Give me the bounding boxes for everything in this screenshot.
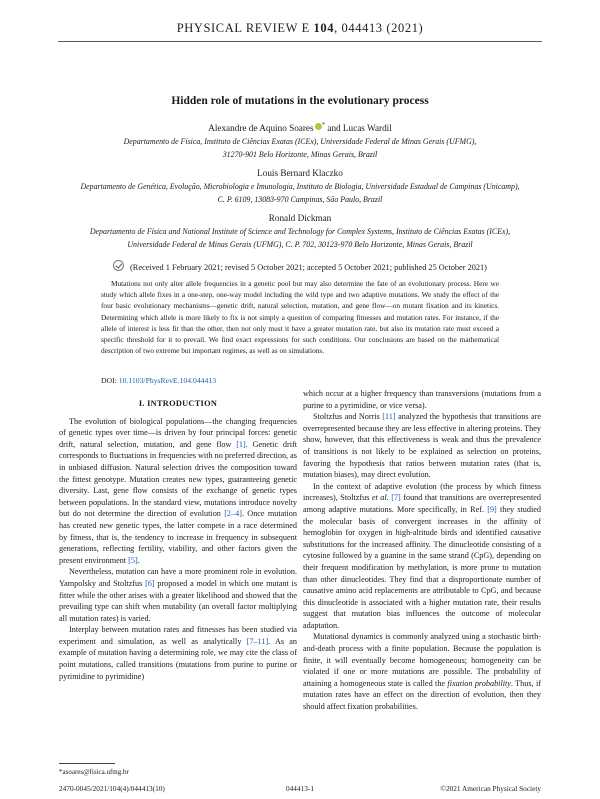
citation-link[interactable]: [5] bbox=[128, 555, 138, 565]
citation-link[interactable]: [1] bbox=[236, 439, 246, 449]
received-dates bbox=[0, 260, 600, 272]
doi-label: DOI: bbox=[101, 376, 119, 385]
section-heading: I. INTRODUCTION bbox=[138, 399, 218, 408]
affiliation-line: C. P. 6109, 13083-970 Campinas, São Paulo, Brazil bbox=[217, 195, 383, 204]
author-block-3 bbox=[20, 213, 580, 251]
co-author-name: and Lucas Wardil bbox=[325, 123, 392, 133]
paragraph: which occur at a higher frequency than transversions (mutations from a purine to a pyrimidine, or vice versa). bbox=[303, 389, 541, 410]
article-number: , 044413 (2021) bbox=[334, 21, 424, 35]
corresponding-author-mark[interactable]: * bbox=[321, 121, 326, 129]
citation-link[interactable]: [6] bbox=[145, 578, 155, 588]
author-name: Ronald Dickman bbox=[268, 213, 332, 223]
copyright: ©2021 American Physical Society bbox=[440, 784, 541, 793]
paragraph: Interplay between mutation rates and fitnesses has been studied via experiment and simulation, as well as analytically [7–11]. As an example of mutation having a determining role, we may cite the class of point mutations, called transitions (mutations from purine to purine or pyrimidine to pyrimidine) bbox=[59, 625, 298, 681]
author-block-1 bbox=[20, 121, 580, 161]
header-rule bbox=[58, 41, 542, 42]
doi-link[interactable]: 10.1103/PhysRevE.104.044413 bbox=[118, 376, 217, 385]
affiliation-line: Universidade Federal de Minas Gerais (UFMG), C. P. 702, 30123-970 Belo Horizonte, Minas Gerais, Brazil bbox=[127, 240, 473, 249]
affiliation-line: Departamento de Física, Instituto de Ciências Exatas (ICEx), Universidade Federal de Minas Gerais (UFMG), bbox=[123, 137, 477, 146]
paper-title: Hidden role of mutations in the evolutionary process bbox=[171, 95, 429, 107]
journal-volume: 104 bbox=[313, 21, 335, 35]
footer-issn: 2470-0045/2021/104(4)/044413(10) bbox=[59, 784, 165, 793]
affiliation-2 bbox=[20, 180, 580, 206]
affiliation-line: Departamento de Física and National Institute of Science and Technology for Complex Systems, Instituto de Ciências Exatas (ICEx), bbox=[89, 227, 511, 236]
received-text: (Received 1 February 2021; revised 5 October 2021; accepted 5 October 2021; published 25 October 2021) bbox=[130, 263, 487, 272]
journal-header bbox=[0, 21, 600, 37]
check-for-updates-icon[interactable] bbox=[113, 260, 124, 271]
affiliation-line: Departamento de Genética, Evolução, Microbiologia e Imunologia, Instituto de Biologia, Universidade Estadual de Campinas (Unicamp), bbox=[80, 182, 520, 191]
journal-name: PHYSICAL REVIEW E bbox=[176, 21, 310, 35]
paragraph: Mutational dynamics is commonly analyzed using a stochastic birth-and-death process with a finite population. Because the population is finite, it will eventually become homogeneous; homogeneity can be violated if one or more mutations are possible. The probability of attaining a homogeneous state is called the fixation probability. Thus, if mutation rates have an effect on the direction of evolution, then they should affect fixation probabilities. bbox=[303, 632, 541, 712]
affiliation-3 bbox=[20, 225, 580, 251]
citation-link[interactable]: [7–11] bbox=[246, 636, 269, 646]
authors-line-1 bbox=[20, 121, 580, 133]
author-block-2 bbox=[20, 168, 580, 206]
abstract: Mutations not only alter allele frequencies in a genetic pool but may also determine the fate of an evolutionary process. Here we study which allele fixes in a one-step, one-way model including the wild type and two adaptive mutations. We study the effect of the four basic evolutionary mechanisms—genetic drift, natural selection, mutation, and gene flow—on mutant fixation and its kinetics. Determining which allele is more likely to fix is not simply a question of comparing fitnesses and mutation rates. For instance, if the allele of interest is less fit than the other, then not only must it have a greater mutation rate, but also its mutation rate must exceed a specific threshold for it to prevail. We find exact expressions for such conditions. Our conclusions are based on the mathematical description of two extreme but important regimes, as well as on simulations. bbox=[101, 279, 499, 356]
footnote-email[interactable]: *asoares@fisica.ufmg.br bbox=[59, 768, 129, 776]
citation-link[interactable]: [2–4] bbox=[224, 509, 242, 519]
orcid-icon[interactable] bbox=[315, 123, 322, 130]
citation-link[interactable]: [9] bbox=[487, 504, 497, 514]
paragraph: In the context of adaptive evolution (the process by which fitness increases), Stoltzfus et al. [7] found that transitions are overrepresented among adaptive mutations. More specifically, in Ref. [9] they studied the molecular basis of convergent increases in the affinity of hemoglobin for oxygen in high-altitude birds and identified causative substitutions for the increased affinity. The dinucleotide consisting of a cytosine followed by a guanine in the same strand (CpG), depending on their frequent modification by methylation, is more prone to mutation than other dinucleotides. They find that a disproportionate number of causative amino acid replacements are attributable to CpG, and because this dinucleotide is associated with a higher mutation rate, their results suggest that mutation bias influences the outcome of molecular adaptation. bbox=[303, 481, 542, 630]
page-number: 044413-1 bbox=[286, 784, 314, 793]
citation-link[interactable]: [7] bbox=[391, 493, 401, 503]
paragraph: Nevertheless, mutation can have a more prominent role in evolution. Yampolsky and Stoltzfus [6] proposed a model in which one mutant is fitter while the other arises with a greater likelihood and showed that the prevailing type can shift when mutability (an overall factor multiplying all mutation rates) is varied. bbox=[59, 567, 298, 623]
footnote-rule bbox=[59, 763, 115, 764]
author-name: Louis Bernard Klaczko bbox=[257, 168, 343, 178]
paragraph: Stoltzfus and Norris [11] analyzed the hypothesis that transitions are overrepresented because they are less effective in altering proteins. They show, however, that this effectiveness is weak and thus the prevalence of transitions is not likely to be explained as selection on proteins, favoring the hypothesis that ratios between mutation rates (that is, mutation biases), may direct evolution. bbox=[303, 412, 541, 480]
right-column bbox=[303, 388, 541, 713]
doi-line bbox=[101, 376, 216, 385]
left-column bbox=[59, 388, 297, 682]
affiliation-line: 31270-901 Belo Horizonte, Minas Gerais, Brazil bbox=[222, 150, 378, 159]
affiliation-1 bbox=[20, 135, 580, 161]
citation-link[interactable]: [11] bbox=[382, 412, 396, 422]
author-name: Alexandre de Aquino Soares bbox=[208, 123, 314, 133]
paragraph: The evolution of biological populations—the changing frequencies of genetic types over time—is driven by four principal forces: genetic drift, natural selection, mutation, and gene flow [1]. Genetic drift corresponds to fluctuations in frequencies with no preferred direction, as in unbiased diffusion. Natural selection drives the composition toward the fittest genotype. Mutation creates new types, guaranteeing genetic diversity. Last, gene flow consists of the exchange of genetic types between populations. In the standard view, mutations introduce novelty but do not determine the direction of evolution [2–4]. Once mutation has created new genetic types, the latter compete in a race determined by fitness, that is, the tendency to increase in frequency in subsequent generations, reflecting fertility, viability, and other factors given the present environment [5]. bbox=[59, 416, 297, 565]
